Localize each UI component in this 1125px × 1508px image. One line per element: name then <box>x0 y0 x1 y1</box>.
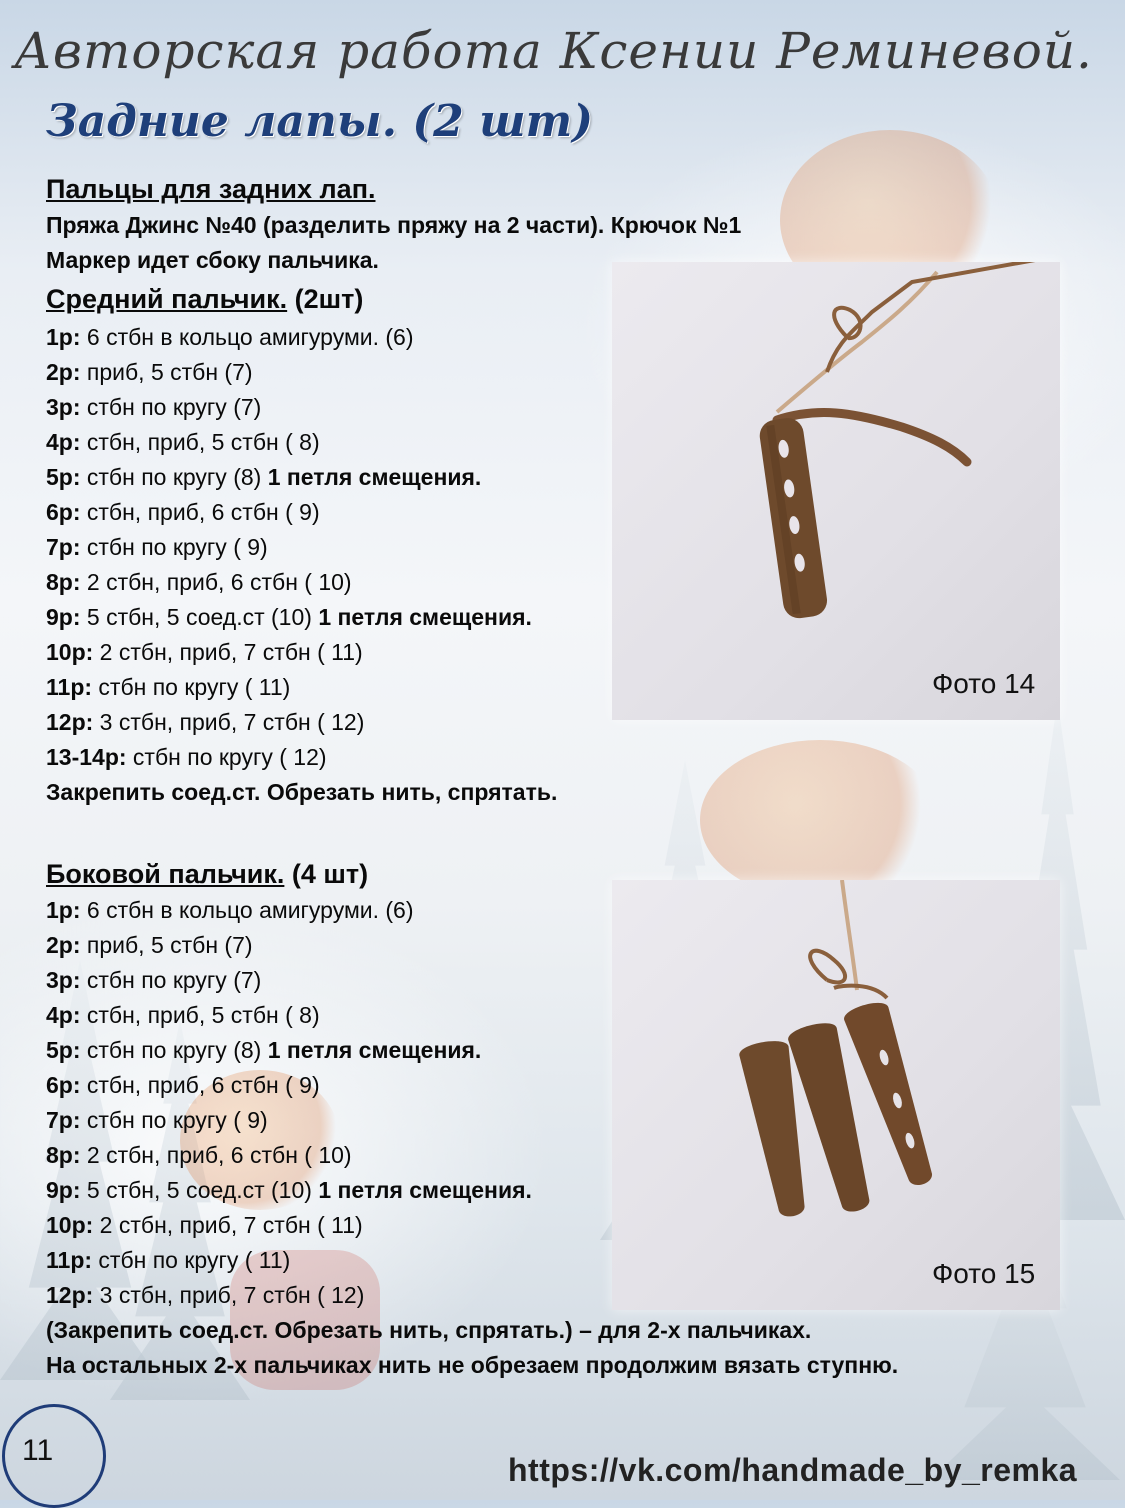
row-text: стбн по кругу (8) <box>80 464 268 490</box>
side-toe-heading: Боковой пальчик. (4 шт) <box>46 859 369 889</box>
row-number: 10р: <box>46 1212 94 1238</box>
row-text: стбн по кругу ( 12) <box>126 744 327 770</box>
row-text: 5 стбн, 5 соед.ст (10) <box>80 1177 319 1203</box>
row-number: 6р: <box>46 499 81 525</box>
row-number: 1р: <box>46 897 81 923</box>
row-number: 7р: <box>46 534 81 560</box>
row-number: 11р: <box>46 674 93 700</box>
row-number: 7р: <box>46 1107 81 1133</box>
row-note: 1 петля смещения. <box>318 604 532 630</box>
intro-heading: Пальцы для задних лап. <box>46 174 376 204</box>
row-text: стбн, приб, 6 стбн ( 9) <box>80 1072 320 1098</box>
middle-toe-finish: Закрепить соед.ст. Обрезать нить, спрятать. <box>46 779 558 805</box>
photo-14 <box>612 262 1060 720</box>
row-text: 6 стбн в кольцо амигуруми. (6) <box>80 324 414 350</box>
row-number: 4р: <box>46 429 81 455</box>
source-url: https://vk.com/handmade_by_remka <box>508 1452 1078 1488</box>
row-text: стбн по кругу ( 9) <box>80 1107 268 1133</box>
row-note: 1 петля смещения. <box>318 1177 532 1203</box>
row-text: приб, 5 стбн (7) <box>80 359 253 385</box>
row-note: 1 петля смещения. <box>267 1037 482 1063</box>
yarn-info: Пряжа Джинс №40 (разделить пряжу на 2 части). Крючок №1 <box>46 212 742 238</box>
page-number-circle <box>2 1404 106 1508</box>
middle-toe-image <box>612 262 1060 720</box>
row-text: стбн по кругу ( 9) <box>80 534 268 560</box>
row-number: 12р: <box>46 1282 94 1308</box>
photo-15 <box>612 880 1060 1310</box>
row-text: стбн по кругу ( 11) <box>92 1247 291 1273</box>
row-text: стбн, приб, 5 стбн ( 8) <box>80 1002 320 1028</box>
row-text: стбн по кругу (7) <box>80 394 262 420</box>
row-number: 6р: <box>46 1072 81 1098</box>
row-text: 3 стбн, приб, 7 стбн ( 12) <box>93 709 365 735</box>
page-number: 11 <box>22 1434 54 1467</box>
middle-toe-heading: Средний пальчик. (2шт) <box>46 284 364 314</box>
row-text: стбн по кругу (7) <box>80 967 262 993</box>
row-text: 2 стбн, приб, 6 стбн ( 10) <box>80 1142 352 1168</box>
row-number: 3р: <box>46 394 81 420</box>
photo-15-caption: Фото 15 <box>932 1258 1036 1289</box>
instruction-row <box>46 740 741 775</box>
row-text: 2 стбн, приб, 7 стбн ( 11) <box>93 639 363 665</box>
row-number: 11р: <box>46 1247 93 1273</box>
page-title: Задние лапы. (2 шт) <box>46 96 594 147</box>
row-text: приб, 5 стбн (7) <box>80 932 253 958</box>
row-number: 10р: <box>46 639 94 665</box>
side-toe-finish-1: (Закрепить соед.ст. Обрезать нить, спрятать.) – для 2-х пальчиках. <box>46 1317 812 1343</box>
row-text: 2 стбн, приб, 7 стбн ( 11) <box>93 1212 363 1238</box>
row-note: 1 петля смещения. <box>267 464 482 490</box>
side-toe-finish-2: На остальных 2-х пальчиках нить не обрезаем продолжим вязать ступню. <box>46 1352 899 1378</box>
row-number: 8р: <box>46 569 81 595</box>
row-text: 5 стбн, 5 соед.ст (10) <box>80 604 319 630</box>
author-header: Авторская работа Ксении Реминевой. <box>14 22 1093 80</box>
row-number: 2р: <box>46 932 81 958</box>
marker-info: Маркер идет сбоку пальчика. <box>46 247 379 273</box>
row-text: стбн по кругу ( 11) <box>92 674 291 700</box>
row-text: стбн, приб, 5 стбн ( 8) <box>80 429 320 455</box>
row-number: 2р: <box>46 359 81 385</box>
row-number: 8р: <box>46 1142 81 1168</box>
side-toes-image <box>612 880 1060 1310</box>
row-number: 9р: <box>46 1177 81 1203</box>
row-number: 4р: <box>46 1002 81 1028</box>
row-number: 12р: <box>46 709 94 735</box>
row-number: 13-14р: <box>46 744 127 770</box>
row-text: стбн по кругу (8) <box>80 1037 268 1063</box>
row-number: 5р: <box>46 464 81 490</box>
row-text: 6 стбн в кольцо амигуруми. (6) <box>80 897 414 923</box>
row-text: стбн, приб, 6 стбн ( 9) <box>80 499 320 525</box>
row-number: 5р: <box>46 1037 81 1063</box>
photo-14-caption: Фото 14 <box>932 668 1036 699</box>
row-number: 9р: <box>46 604 81 630</box>
row-text: 2 стбн, приб, 6 стбн ( 10) <box>80 569 352 595</box>
row-number: 1р: <box>46 324 81 350</box>
row-number: 3р: <box>46 967 81 993</box>
row-text: 3 стбн, приб, 7 стбн ( 12) <box>93 1282 365 1308</box>
